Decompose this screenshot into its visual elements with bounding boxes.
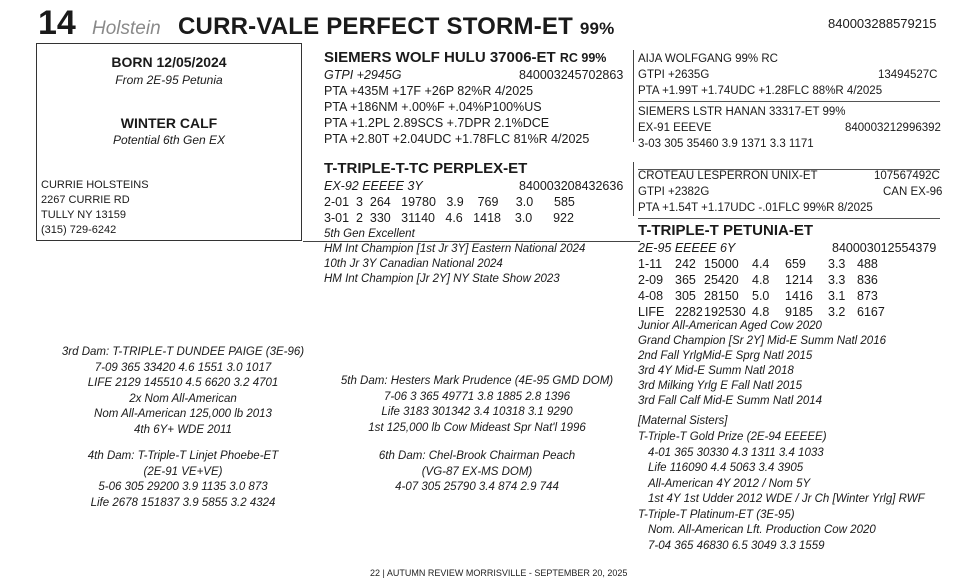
dam-record-cell: 4-08 (638, 289, 664, 303)
dam-record-cell: LIFE (638, 305, 665, 319)
animal-rc: 99% (579, 19, 615, 38)
sixth-dam-line: 4-07 305 25790 3.4 874 2.9 744 (395, 481, 559, 493)
dam-honor: 3rd Fall Calf Mid-E Summ Natl 2014 (638, 395, 823, 407)
owner-city: TULLY NY 13159 (41, 209, 127, 221)
dam-record-cell: 1214 (785, 273, 813, 287)
sire-sire-gtpi: GTPI +2635G (638, 69, 710, 81)
sire-pta-line: PTA +2.80T +2.04UDC +1.78FLC 81%R 4/2025 (324, 132, 590, 146)
third-dam-line: LIFE 2129 145510 4.5 6620 3.2 4701 (87, 377, 279, 389)
animal-name-text: CURR-VALE PERFECT STORM-ET (178, 13, 573, 40)
sire-name (324, 49, 606, 66)
class-label: WINTER CALF (120, 115, 218, 131)
dam-honor: 3rd Milking Yrlg E Fall Natl 2015 (638, 380, 803, 392)
fourth-dam-line: 5-06 305 29200 3.9 1135 3.0 873 (98, 481, 268, 493)
fourth-dam-line: 4th Dam: T-Triple-T Linjet Phoebe-ET (87, 450, 279, 462)
mgs-name: T-TRIPLE-T-TC PERPLEX-ET (324, 160, 528, 177)
dam-record-cell: 9185 (785, 305, 813, 319)
dam-record-cell: 4.8 (752, 305, 770, 319)
sire-sire-name: AIJA WOLFGANG 99% RC (638, 53, 778, 65)
breed-label: Holstein (92, 18, 161, 39)
owner-phone: (315) 729-6242 (41, 224, 117, 236)
born-date: BORN 12/05/2024 (111, 54, 227, 70)
mgs-record: 3-01 2 330 31140 4.6 1418 3.0 922 (324, 211, 574, 225)
maternal-sisters-header: [Maternal Sisters] (638, 415, 728, 427)
third-dam-line: Nom All-American 125,000 lb 2013 (94, 408, 272, 420)
dam-honor: 2nd Fall YrlgMid-E Sprg Natl 2015 (638, 350, 813, 362)
dam-record-cell: 242 (675, 257, 696, 271)
sire-sire-pta: PTA +1.99T +1.74UDC +1.28FLC 88%R 4/2025 (638, 85, 883, 97)
sixth-dam-line: 6th Dam: Chel-Brook Chairman Peach (378, 450, 576, 462)
sire-dam-reg: 840003212996392 (845, 122, 941, 134)
mgs-record: 2-01 3 264 19780 3.9 769 3.0 585 (324, 195, 575, 209)
dam-record-cell: 25420 (704, 273, 739, 287)
from-dam: From 2E-95 Petunia (115, 73, 223, 87)
dam-record-cell: 3.3 (828, 273, 846, 287)
dam-honor: Grand Champion [Sr 2Y] Mid-E Summ Natl 2016 (638, 335, 886, 347)
dam-record-cell: 365 (675, 273, 696, 287)
dam-record-cell: 1-11 (638, 257, 663, 271)
dam-record-cell: 3.1 (828, 289, 846, 303)
page-footer: 22 | AUTUMN REVIEW MORRISVILLE - SEPTEMBER 20, 2025 (370, 568, 628, 578)
mgs-note: HM Int Champion [Jr 2Y] NY State Show 2023 (324, 273, 560, 285)
dam-record-cell: 6167 (857, 305, 885, 319)
dam-name: T-TRIPLE-T PETUNIA-ET (638, 222, 813, 239)
sire-pta-line: PTA +435M +17F +26P 82%R 4/2025 (324, 84, 534, 98)
pedigree-bracket (633, 50, 634, 142)
dam-record-cell: 1416 (785, 289, 813, 303)
mgs-sire-name: CROTEAU LESPERRON UNIX-ET (638, 170, 818, 182)
fifth-dam-line: 1st 125,000 lb Cow Mideast Spr Nat'l 1996 (368, 421, 586, 434)
maternal-sister-line: 7-04 365 46830 6.5 3049 3.3 1559 (648, 539, 825, 552)
animal-registration: 840003288579215 (828, 16, 937, 31)
third-dam-line: 7-09 365 33420 4.6 1551 3.0 1017 (94, 361, 272, 374)
sire-pta-line: PTA +186NM +.00%F +.04%P100%US (324, 100, 542, 114)
dam-class: 2E-95 EEEEE 6Y (638, 241, 736, 255)
mgs-class: EX-92 EEEEE 3Y (324, 179, 423, 193)
dam-record-cell: 15000 (704, 257, 739, 271)
divider (638, 218, 940, 219)
info-box (36, 43, 302, 241)
maternal-sister-line: T-Triple-T Platinum-ET (3E-95) (638, 508, 795, 521)
fifth-dam-line: Life 3183 301342 3.4 10318 3.1 9290 (381, 406, 573, 418)
potential-label: Potential 6th Gen EX (112, 133, 226, 147)
sire-reg: 840003245702863 (519, 68, 624, 82)
dam-record-cell: 305 (675, 289, 696, 303)
third-dam-line: 4th 6Y+ WDE 2011 (134, 423, 232, 436)
mgs-reg: 840003208432636 (519, 179, 624, 193)
dam-record-cell: 873 (857, 289, 878, 303)
maternal-sister-line: All-American 4Y 2012 / Nom 5Y (648, 477, 811, 490)
mgs-sire-gtpi: GTPI +2382G (638, 186, 710, 198)
animal-name (178, 13, 614, 41)
sire-name-text: SIEMERS WOLF HULU 37006-ET (324, 49, 556, 66)
third-dam-line: 3rd Dam: T-TRIPLE-T DUNDEE PAIGE (3E-96) (61, 346, 305, 358)
owner-address: 2267 CURRIE RD (41, 194, 130, 206)
sire-dam-class: EX-91 EEEVE (638, 122, 712, 134)
dam-record-cell: 3.2 (828, 305, 846, 319)
fourth-dam-line: Life 2678 151837 3.9 5855 3.2 4324 (90, 496, 276, 509)
mgs-note: 5th Gen Excellent (324, 228, 415, 240)
sire-gtpi: GTPI +2945G (324, 68, 402, 82)
sire-dam-name: SIEMERS LSTR HANAN 33317-ET 99% (638, 106, 846, 118)
dam-record-cell: 2282 (675, 305, 703, 319)
dam-record-cell: 28150 (704, 289, 739, 303)
maternal-sister-line: T-Triple-T Gold Prize (2E-94 EEEEE) (638, 431, 827, 443)
dam-record-cell: 192530 (704, 305, 746, 319)
divider (638, 101, 940, 102)
sire-pta-line: PTA +1.2PL 2.89SCS +.7DPR 2.1%DCE (324, 116, 550, 130)
fourth-dam-line: (2E-91 VE+VE) (143, 465, 223, 478)
lot-number: 14 (38, 4, 76, 42)
dam-record-cell: 3.3 (828, 257, 846, 271)
sire-dam-record: 3-03 305 35460 3.9 1371 3.3 1171 (638, 138, 814, 150)
mgs-sire-pta: PTA +1.54T +1.17UDC -.01FLC 99%R 8/2025 (638, 202, 873, 214)
dam-record-cell: 836 (857, 273, 878, 287)
dam-reg: 840003012554379 (832, 241, 937, 255)
dam-record-cell: 2-09 (638, 273, 664, 287)
dam-honor: Junior All-American Aged Cow 2020 (638, 320, 822, 332)
sire-sire-reg: 13494527C (878, 69, 938, 81)
maternal-sister-line: 4-01 365 30330 4.3 1311 3.4 1033 (648, 446, 824, 459)
mgs-note: HM Int Champion [1st Jr 3Y] Eastern National 2024 (324, 243, 586, 255)
mgs-note: 10th Jr 3Y Canadian National 2024 (324, 258, 503, 270)
dam-record-cell: 659 (785, 257, 806, 271)
dam-honor: 3rd 4Y Mid-E Summ Natl 2018 (638, 365, 794, 377)
sixth-dam-line: (VG-87 EX-MS DOM) (421, 465, 533, 478)
dam-record-cell: 4.4 (752, 257, 770, 271)
dam-record-cell: 4.8 (752, 273, 770, 287)
mgs-sire-reg: 107567492C (874, 170, 940, 182)
pedigree-bracket (633, 162, 634, 216)
divider (303, 241, 640, 242)
dam-record-cell: 488 (857, 257, 878, 271)
third-dam-line: 2x Nom All-American (129, 392, 237, 405)
maternal-sister-line: Nom. All-American Lft. Production Cow 2020 (648, 524, 876, 536)
fifth-dam-line: 5th Dam: Hesters Mark Prudence (4E-95 GMD DOM) (340, 375, 614, 387)
sire-rc: RC 99% (559, 51, 607, 65)
maternal-sister-line: Life 116090 4.4 5063 3.4 3905 (648, 462, 804, 474)
fifth-dam-line: 7-06 3 365 49771 3.8 1885 2.8 1396 (383, 390, 571, 403)
mgs-sire-reg2: CAN EX-96 (883, 186, 943, 198)
dam-record-cell: 5.0 (752, 289, 770, 303)
owner-name: CURRIE HOLSTEINS (41, 179, 149, 191)
maternal-sister-line: 1st 4Y 1st Udder 2012 WDE / Jr Ch [Winter Yrlg] RWF (648, 493, 925, 505)
